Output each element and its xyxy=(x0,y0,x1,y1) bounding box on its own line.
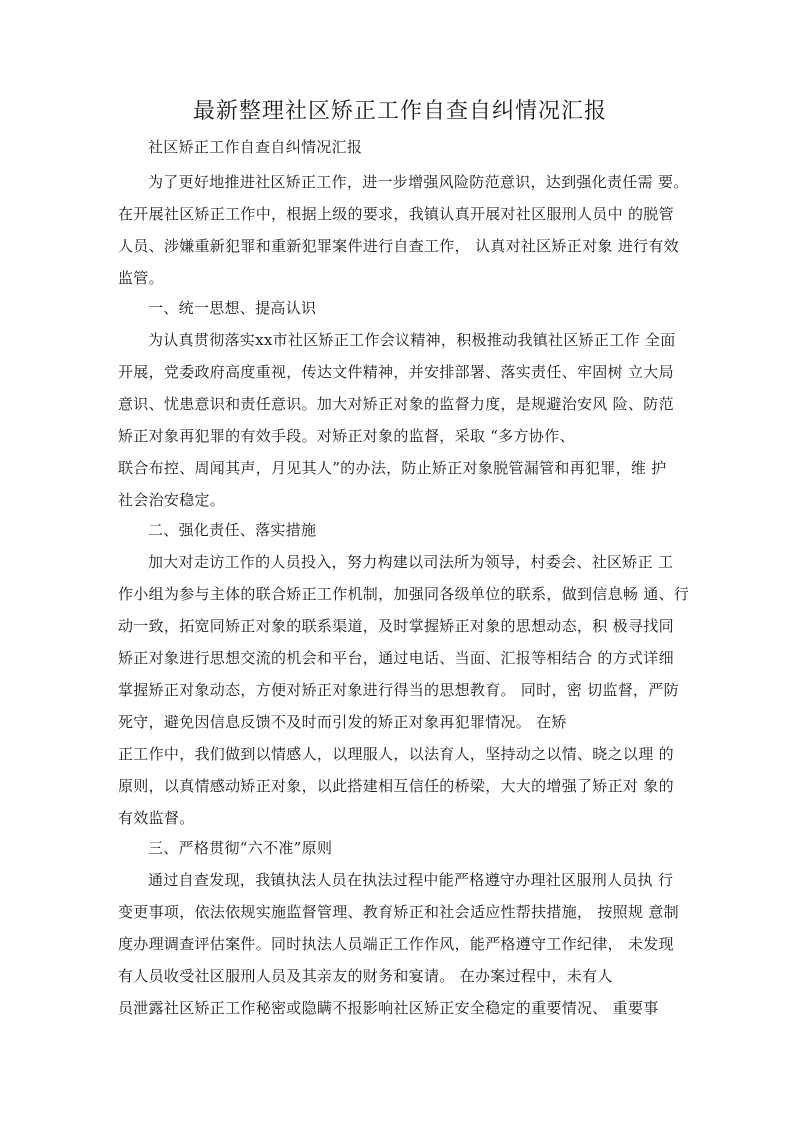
paragraph-line: 通过自查发现，我镇执法人员在执法过程中能严格遵守办理社区服刑人员执 行 xyxy=(148,871,674,889)
paragraph-line: 度办理调查评估案件。同时执法人员端正工作作风，能严格遵守工作纪律， 未发现 xyxy=(118,935,674,953)
paragraph-line: 动一致，拓宽同矫正对象的联系渠道，及时掌握矫正对象的思想动态，积 极寻找同 xyxy=(118,617,674,635)
paragraph-line: 意识、忧患意识和责任意识。加大对矫正对象的监督力度，是规避治安风 险、防范 xyxy=(118,395,674,413)
paragraph-line: 死守，避免因信息反馈不及时而引发的矫正对象再犯罪情况。 在矫 xyxy=(118,713,567,731)
paragraph-line: 开展，党委政府高度重视，传达文件精神，并安排部署、落实责任、牢固树 立大局 xyxy=(118,363,674,381)
paragraph-line: 人员、涉嫌重新犯罪和重新犯罪案件进行自查工作， 认真对社区矫正对象 进行有效 xyxy=(118,237,679,255)
document-title: 最新整理社区矫正工作自查自纠情况汇报 xyxy=(192,99,607,124)
section-heading: 一、统一思想、提高认识 xyxy=(148,299,317,317)
paragraph-line: 监管。 xyxy=(118,269,164,287)
paragraph-line: 在开展社区矫正工作中，根据上级的要求，我镇认真开展对社区服刑人员中 的脱管 xyxy=(118,205,674,223)
paragraph-line: 矫正对象再犯罪的有效手段。对矫正对象的监督，采取 “多方协作、 xyxy=(118,427,575,445)
paragraph-line: 加大对走访工作的人员投入，努力构建以司法所为领导，村委会、社区矫正 工 xyxy=(148,553,674,571)
paragraph-line: 有人员收受社区服刑人员及其亲友的财务和宴请。 在办案过程中，未有人 xyxy=(118,967,613,985)
section-heading: 二、强化责任、落实措施 xyxy=(148,521,317,539)
section-heading: 三、严格贯彻“六不准”原则 xyxy=(148,839,333,857)
paragraph-line: 正工作中，我们做到以情感人，以理服人，以法育人，坚持动之以情、晓之以理 的 xyxy=(118,745,674,763)
paragraph-line: 掌握矫正对象动态，方便对矫正对象进行得当的思想教育。 同时，密 切监督，严防 xyxy=(118,681,679,699)
paragraph-line: 变更事项，依法依规实施监督管理、教育矫正和社会适应性帮扶措施， 按照规 意制 xyxy=(118,903,679,921)
document-subtitle: 社区矫正工作自查自纠情况汇报 xyxy=(148,138,363,156)
paragraph-line: 为了更好地推进社区矫正工作，进一步增强风险防范意识，达到强化责任需 要。 xyxy=(148,173,689,191)
paragraph-line: 作小组为参与主体的联合矫正工作机制，加强同各级单位的联系，做到信息畅 通、行 xyxy=(118,585,690,603)
paragraph-line: 社会治安稳定。 xyxy=(118,491,226,509)
paragraph-line: 为认真贯彻落实xx市社区矫正工作会议精神，积极推动我镇社区矫正工作 全面 xyxy=(148,331,676,349)
paragraph-line: 员泄露社区矫正工作秘密或隐瞒不报影响社区矫正安全稳定的重要情况、 重要事 xyxy=(118,999,659,1017)
paragraph-line: 联合布控、周闻其声，月见其人”的办法，防止矫正对象脱管漏管和再犯罪，维 护 xyxy=(118,459,667,477)
paragraph-line: 原则，以真情感动矫正对象，以此搭建相互信任的桥梁，大大的增强了矫正对 象的 xyxy=(118,777,674,795)
paragraph-line: 有效监督。 xyxy=(118,809,195,827)
paragraph-line: 矫正对象进行思想交流的机会和平台，通过电话、当面、汇报等相结合 的方式详细 xyxy=(118,649,674,667)
